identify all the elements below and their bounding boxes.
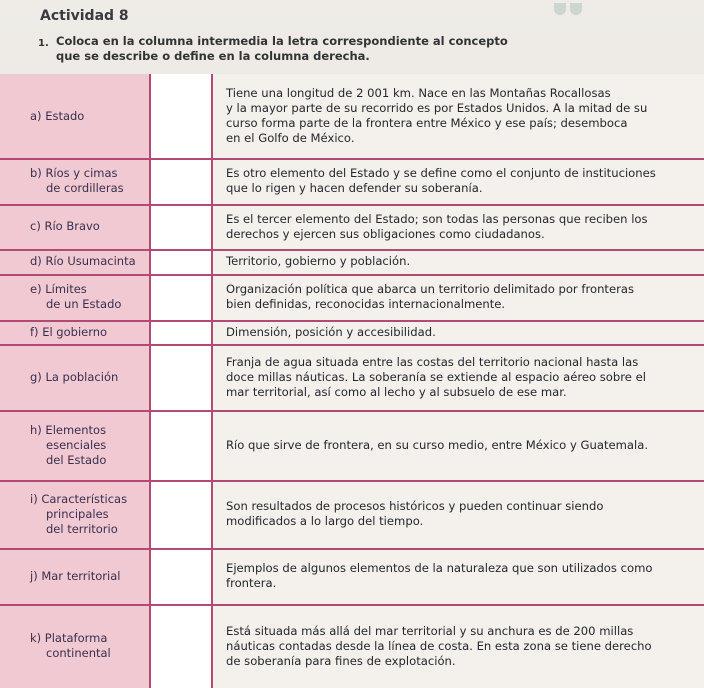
definition-line: Río que sirve de frontera, en su curso medio, entre México y Guatemala. bbox=[226, 437, 649, 452]
activity-title: Actividad 8 bbox=[40, 8, 129, 24]
concept-line: a) Estado bbox=[30, 108, 85, 123]
concept-line: de un Estado bbox=[46, 297, 122, 311]
definition-cell bbox=[226, 499, 696, 529]
answer-cell[interactable] bbox=[151, 204, 211, 249]
table-row bbox=[0, 204, 704, 249]
definition-cell bbox=[226, 325, 696, 340]
definition-line: mar territorial, así como al lecho y al subsuelo de ese mar. bbox=[226, 384, 567, 399]
table-row bbox=[0, 480, 704, 548]
concept-cell bbox=[30, 492, 148, 537]
concept-cell bbox=[30, 109, 148, 124]
definition-line: curso forma parte de la frontera entre México y ese país; desemboca bbox=[226, 116, 628, 130]
definition-line: Tiene una longitud de 2 001 km. Nace en las Montañas Rocallosas bbox=[226, 86, 611, 100]
instruction-number: 1. bbox=[38, 38, 49, 49]
answer-cell[interactable] bbox=[151, 344, 211, 410]
concept-cell bbox=[30, 370, 148, 385]
concept-line: continental bbox=[46, 646, 111, 660]
concept-line: j) Mar territorial bbox=[30, 568, 121, 583]
answer-cell[interactable] bbox=[151, 158, 211, 204]
definition-line: bien definidas, reconocidas internacionalmente. bbox=[226, 297, 506, 311]
concept-line: h) Elementos bbox=[30, 422, 107, 437]
concept-cell bbox=[30, 254, 148, 269]
concept-cell bbox=[30, 219, 148, 234]
instruction-text: Coloca en la columna intermedia la letra correspondiente al concepto que se describe o define en la columna derecha. bbox=[56, 34, 508, 63]
answer-cell[interactable] bbox=[151, 74, 211, 158]
definition-line: modificados a lo largo del tiempo. bbox=[226, 514, 424, 528]
concept-line: esenciales bbox=[46, 437, 107, 452]
definition-line: doce millas náuticas. La soberanía se extiende al espacio aéreo sobre el bbox=[226, 369, 646, 384]
concept-line: f) El gobierno bbox=[30, 324, 108, 339]
concept-line: del Estado bbox=[46, 452, 107, 467]
definition-line: frontera. bbox=[226, 576, 277, 590]
definition-line: y la mayor parte de su recorrido es por Estados Unidos. A la mitad de su bbox=[226, 101, 648, 115]
definition-line: Franja de agua situada entre las costas del territorio nacional hasta las bbox=[226, 354, 639, 369]
concept-cell bbox=[30, 282, 148, 312]
definition-cell bbox=[226, 212, 696, 242]
definition-line: en el Golfo de México. bbox=[226, 131, 355, 145]
definition-line: náuticas contadas desde la línea de costa. En esta zona se tiene derecho bbox=[226, 638, 652, 653]
definition-line: de soberanía para fines de explotación. bbox=[226, 653, 456, 668]
table-row bbox=[0, 604, 704, 688]
definition-cell bbox=[226, 355, 696, 400]
concept-line: c) Río Bravo bbox=[30, 219, 100, 233]
concept-cell bbox=[30, 569, 148, 584]
concept-cell bbox=[30, 631, 148, 661]
concept-line: k) Plataforma bbox=[30, 631, 108, 645]
definition-cell bbox=[226, 438, 696, 453]
table-row bbox=[0, 548, 704, 604]
answer-cell[interactable] bbox=[151, 604, 211, 688]
table-row bbox=[0, 344, 704, 410]
definition-cell bbox=[226, 166, 696, 196]
definition-cell bbox=[226, 561, 696, 591]
table-row bbox=[0, 274, 704, 320]
definition-line: Territorio, gobierno y población. bbox=[226, 254, 411, 268]
corner-decoration bbox=[554, 0, 594, 14]
definition-line: derechos y ejercen sus obligaciones como ciudadanos. bbox=[226, 226, 545, 241]
table-row bbox=[0, 320, 704, 344]
table-row bbox=[0, 410, 704, 480]
concept-line: del territorio bbox=[46, 521, 118, 536]
concept-cell bbox=[30, 166, 148, 196]
concept-line: g) La población bbox=[30, 369, 119, 384]
concept-line: d) Río Usumacinta bbox=[30, 254, 136, 268]
answer-cell[interactable] bbox=[151, 410, 211, 480]
definition-line: que lo rigen y hacen defender su soberanía. bbox=[226, 181, 483, 195]
definition-line: Es otro elemento del Estado y se define como el conjunto de instituciones bbox=[226, 166, 656, 180]
concept-cell bbox=[30, 423, 148, 468]
answer-cell[interactable] bbox=[151, 480, 211, 548]
table-row bbox=[0, 249, 704, 274]
concept-line: principales bbox=[46, 506, 109, 521]
answer-cell[interactable] bbox=[151, 548, 211, 604]
definition-cell bbox=[226, 282, 696, 312]
definition-line: Es el tercer elemento del Estado; son todas las personas que reciben los bbox=[226, 211, 648, 226]
definition-line: Son resultados de procesos históricos y pueden continuar siendo bbox=[226, 499, 604, 513]
table-row bbox=[0, 158, 704, 204]
definition-cell bbox=[226, 86, 696, 146]
concept-line: de cordilleras bbox=[46, 181, 124, 195]
concept-line: i) Características bbox=[30, 491, 128, 506]
matching-table bbox=[0, 74, 704, 688]
definition-line: Dimensión, posición y accesibilidad. bbox=[226, 324, 436, 339]
answer-cell[interactable] bbox=[151, 249, 211, 274]
definition-cell bbox=[226, 624, 696, 669]
definition-line: Está situada más allá del mar territorial y su anchura es de 200 millas bbox=[226, 623, 634, 638]
concept-cell bbox=[30, 325, 148, 340]
answer-cell[interactable] bbox=[151, 320, 211, 344]
table-row bbox=[0, 74, 704, 158]
concept-line: e) Límites bbox=[30, 282, 87, 296]
definition-line: Ejemplos de algunos elementos de la naturaleza que son utilizados como bbox=[226, 561, 653, 575]
answer-cell[interactable] bbox=[151, 274, 211, 320]
concept-line: b) Ríos y cimas bbox=[30, 166, 118, 180]
definition-cell bbox=[226, 254, 696, 269]
definition-line: Organización política que abarca un territorio delimitado por fronteras bbox=[226, 282, 635, 296]
